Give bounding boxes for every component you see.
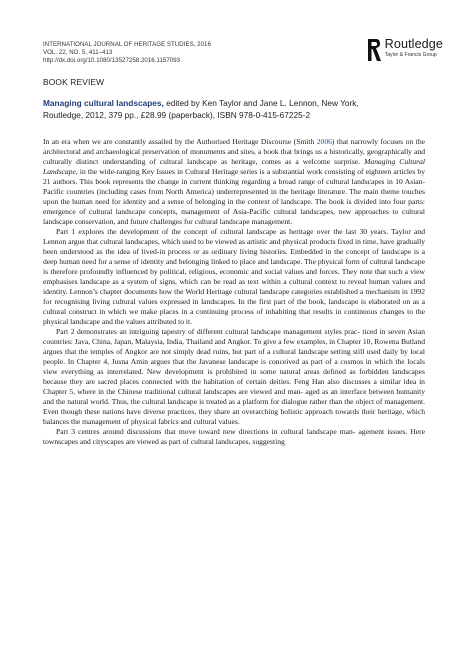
text-line: context of landscape. The book is divided into four parts: emergence of cultural landscape concepts, [43, 196, 426, 216]
paragraph-3 [43, 327, 425, 427]
text-line: that brings us a historically, geographically and culturally distinct understanding of cultural landscape [43, 146, 425, 166]
text-line: agement issues. Here townscapes and cityscapes are viewed as part of cultural landscapes, suggesting [43, 426, 425, 446]
text-line: therefore profoundly influenced by political, religious, economic and social values and forces. They [50, 266, 358, 276]
book-title: Managing cultural landscapes, [43, 98, 164, 108]
paragraph-1 [43, 137, 425, 227]
text-line: Part 3 centres around discussions that move toward new directions in cultural landscape man- [56, 426, 356, 436]
text-line: few examples, in Chapter 10, Rowena Butland argues that the temples of Angkor are not simply dead [43, 336, 425, 356]
text-line: diverse practices, they share an overarching holistic approach towards their heritage, which balances [43, 406, 425, 426]
review-body [43, 137, 425, 447]
text-line: ticed in seven Asian countries: Java, China, Japan, Malaysia, India, Thailand and Angkor. To give a [43, 326, 425, 346]
text-line: because they are sacred places connected with the habitation of certain deities. Feng Han also discusses [43, 376, 371, 386]
text-line: and future challenges for cultural landscape management. [117, 216, 293, 226]
text-line: ruins, but part of a cultural landscape setting still used daily by local people. In Chapter 4, Jusna Amin [43, 346, 425, 366]
italic-book-title: Managing Cultural Landscape [43, 156, 425, 176]
logo-subtitle: Taylor & Francis Group [384, 52, 437, 58]
book-citation [43, 97, 423, 121]
text-line: This book represents the change in current thinking regarding a broad range of cultural landscapes [79, 176, 385, 186]
routledge-logo-icon [366, 38, 382, 62]
text-line: Part 1 explores the development of the concept of cultural landscape as heritage over the last [56, 226, 357, 236]
text-line: values expressed in landscapes. In the first part of the book, landscape is elaborated on as a cultural [43, 296, 425, 316]
logo-name: Routledge [384, 37, 443, 51]
journal-doi[interactable]: http://dx.doi.org/10.1080/13527258.2016.1157093 [43, 57, 181, 65]
citation-line-2: Routledge, 2012, 379 pp., £28.99 (paperback), ISBN 978-0-415-67225-2 [43, 110, 311, 121]
text-line: In an era when we are constantly assailed by the Authorised Heritage Discourse (Smith [43, 136, 317, 146]
text-line: aged as an interface between humanity and the natural world. Thus, the cultural landscape is treated [43, 386, 425, 406]
text-line: ordinary living histories. Embedded in the concept of landscape is a deep human need for a sense [43, 246, 425, 266]
text-line: ) [331, 136, 335, 146]
text-line: changes to the physical landscape and the values attributed to it. [43, 306, 425, 326]
text-line: Part 2 demonstrates an intriguing tapestry of different cultural landscape management styles prac- [56, 326, 360, 336]
text-line: note that such a view emphasises landscape as a system of signs, which can be read as text within a [43, 266, 425, 286]
text-line: cultural context to reveal human values and identity. Lennon’s chapter documents how the World [43, 276, 425, 296]
reference-link[interactable]: 2006 [316, 136, 332, 146]
journal-name: INTERNATIONAL JOURNAL OF HERITAGE STUDIES, 2016 [43, 41, 211, 48]
journal-volume: VOL. 22, NO. 5, 411–413 [43, 49, 113, 57]
text-line: that narrowly focuses on the architectural and archaeological preservation of monuments and sites, a book [43, 136, 425, 156]
text-line: argues that the Javanese landscape is conceived as part of a cosmos in which the locals view everything [43, 356, 425, 376]
page-header [43, 37, 443, 71]
citation-line-1 [43, 97, 423, 109]
text-line: , in the wide-ranging Key [75, 166, 155, 176]
text-line: as heritage, comes as a welcome surprise. [220, 156, 365, 166]
text-line: as interrelated. New development is prohibited in some natural areas defined as forbidden landscapes [97, 366, 425, 376]
citation-editors: edited by Ken Taylor and Jane L. Lennon, New York, [163, 98, 359, 108]
text-line: as a platform for dialogue rather than the object of management. Even though these nations have [43, 396, 425, 416]
text-line: 30 years. Taylor and Lennon argue that cultural landscapes, which used to be viewed as artistic and [43, 226, 425, 246]
text-line: Issues in Cultural Heritage series is a substantial work consisting of eighteen articles by 21 authors. [43, 166, 425, 186]
publisher-logo [366, 38, 443, 62]
section-label: BOOK REVIEW [43, 77, 105, 87]
paragraph-4 [43, 427, 425, 447]
text-line: management of Asia-Pacific cultural landscapes, new approaches to cultural landscape conservation, [43, 206, 425, 226]
text-line: a similar idea in Chapter 5, where in the Chinese traditional cultural landscapes are viewed and man- [43, 376, 425, 396]
paragraph-2 [43, 227, 425, 327]
text-line: of identity and belonging linked to place and landscape. The physical form of cultural landscape is [43, 256, 425, 276]
text-line: physical products fixed in time, have gradually been understood as the idea of lived-in process or as [43, 236, 425, 256]
text-line: construct in which we make places in a continuing process of inhabiting that results in continuous [68, 306, 378, 316]
text-line: Heritage cultural landscape categories established a mechanism in 1992 for recognising living cultural [43, 286, 425, 306]
text-line: the management of physical fabrics and cultural values. [71, 416, 240, 426]
text-line: in 10 Asian-Pacific countries (including cases from North America) underrepresented in the heritage [43, 176, 425, 196]
text-line: literature. The main theme touches upon the human need for identity and a sense of belonging in the [43, 186, 425, 206]
